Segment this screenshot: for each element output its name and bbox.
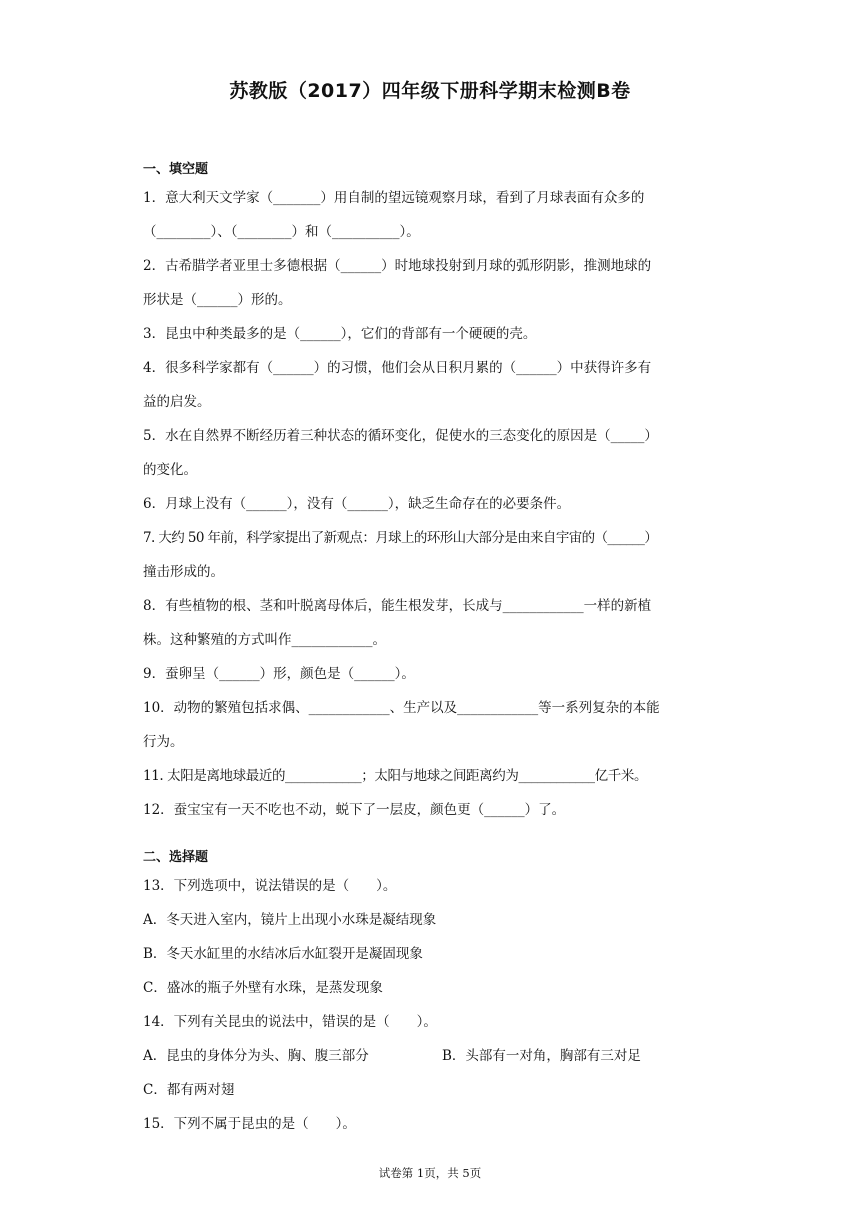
question-line: 2．古希腊学者亚里士多德根据（______）时地球投射到月球的弧形阴影，推测地球的 <box>143 258 652 274</box>
option-line: B．冬天水缸里的水结冰后水缸裂开是凝固现象 <box>143 946 423 962</box>
question-line: 9．蚕卵呈（______）形，颜色是（______）。 <box>143 666 415 682</box>
question-line: 13．下列选项中，说法错误的是（ ）。 <box>143 878 397 894</box>
option-line: C．都有两对翅 <box>143 1082 235 1098</box>
question-line: 15．下列不属于昆虫的是（ ）。 <box>143 1116 356 1132</box>
question-line: （________）、（________）和（__________）。 <box>143 224 420 240</box>
option-a: A．昆虫的身体分为头、胸、腹三部分 <box>143 1048 369 1064</box>
question-line: 撞击形成的。 <box>143 564 224 580</box>
question-line: 7. 大约 50 年前，科学家提出了新观点：月球上的环形山大部分是由来自宇宙的（______） <box>143 530 658 546</box>
option-line: C．盛冰的瓶子外壁有水珠，是蒸发现象 <box>143 980 383 996</box>
option-b: B．头部有一对角，胸部有三对足 <box>442 1048 641 1064</box>
page-footer: 试卷第 1页，共 5页 <box>378 1166 482 1180</box>
section-fill-in-blank: 一、填空题 <box>143 162 209 177</box>
section-multiple-choice: 二、选择题 <box>143 850 209 865</box>
question-line: 益的启发。 <box>143 394 211 410</box>
question-line: 6．月球上没有（______），没有（______），缺乏生命存在的必要条件。 <box>143 496 571 512</box>
question-line: 10．动物的繁殖包括求偶、____________、生产以及____________等一系列复杂的本能 <box>143 700 660 716</box>
option-line: A．冬天进入室内，镜片上出现小水珠是凝结现象 <box>143 912 437 928</box>
question-line: 12．蚕宝宝有一天不吃也不动，蜕下了一层皮，颜色更（______）了。 <box>143 802 566 818</box>
question-line: 形状是（______）形的。 <box>143 292 292 308</box>
question-line: 的变化。 <box>143 462 197 478</box>
question-line: 5．水在自然界不断经历着三种状态的循环变化，促使水的三态变化的原因是（_____） <box>143 428 658 444</box>
question-line: 1．意大利天文学家（_______）用自制的望远镜观察月球，看到了月球表面有众多的 <box>143 190 645 206</box>
question-line: 3．昆虫中种类最多的是（______），它们的背部有一个硬硬的壳。 <box>143 326 537 342</box>
question-line: 14．下列有关昆虫的说法中，错误的是（ ）。 <box>143 1014 437 1030</box>
question-line: 8．有些植物的根、茎和叶脱离母体后，能生根发芽，长成与____________一样的新植 <box>143 598 652 614</box>
option-row <box>143 1044 723 1064</box>
question-line: 11. 太阳是离地球最近的____________；太阳与地球之间距离约为____________亿千米。 <box>143 768 648 784</box>
question-line: 4．很多科学家都有（______）的习惯，他们会从日积月累的（______）中获得许多有 <box>143 360 652 376</box>
question-line: 行为。 <box>143 734 184 750</box>
question-line: 株。这种繁殖的方式叫作____________。 <box>143 632 386 648</box>
page-title: 苏教版（2017）四年级下册科学期末检测B卷 <box>229 80 631 102</box>
